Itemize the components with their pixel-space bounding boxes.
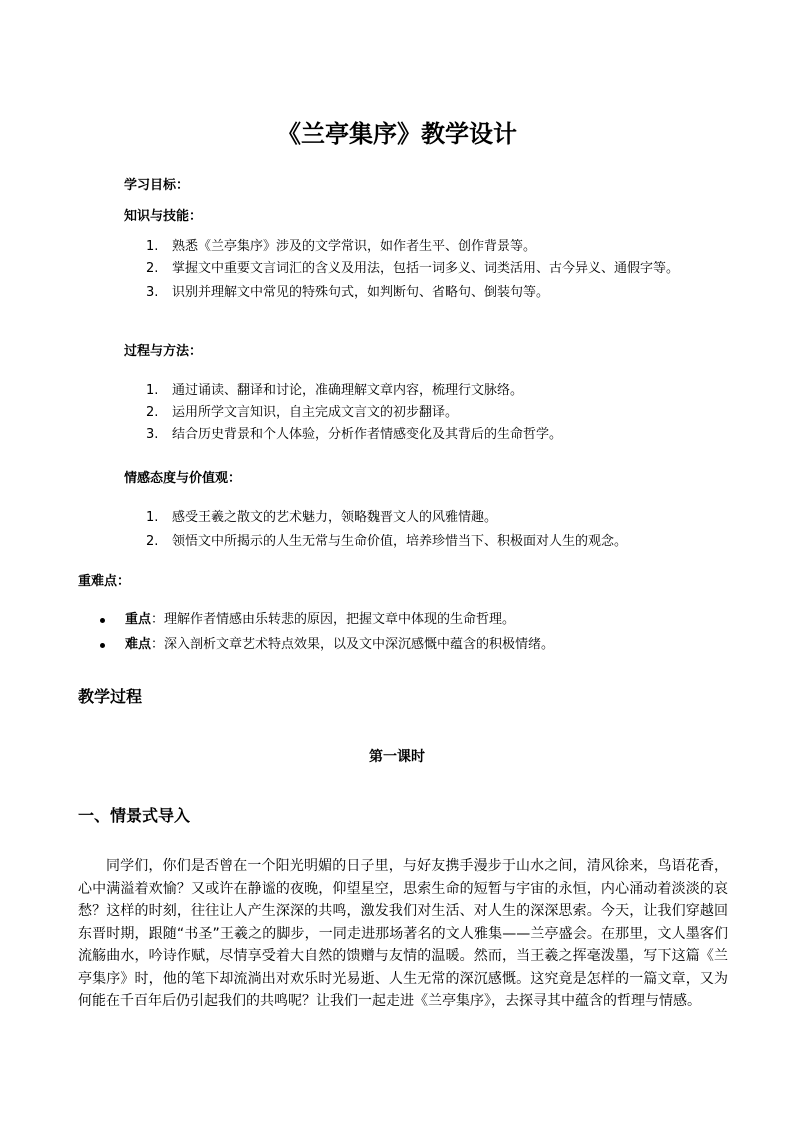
list-item: [146, 403, 746, 423]
key-point-label: 重点: [125, 612, 152, 627]
list-item: [146, 283, 746, 303]
list-number: 2.: [146, 405, 159, 420]
emotion-heading: 情感态度与价值观：: [124, 471, 242, 486]
list-text: 结合历史背景和个人体验，分析作者情感变化及其背后的生命哲学。: [172, 427, 563, 442]
list-item: [146, 532, 746, 552]
list-text: 领悟文中所揭示的人生无常与生命价值，培养珍惜当下、积极面对人生的观念。: [172, 534, 628, 549]
list-text: 通过诵读、翻译和讨论，准确理解文章内容，梳理行文脉络。: [172, 383, 524, 398]
bullet-icon: [100, 618, 105, 623]
list-number: 3.: [146, 427, 159, 442]
list-text: 熟悉《兰亭集序》涉及的文学常识，如作者生平、创作背景等。: [172, 239, 537, 254]
list-item: [146, 508, 746, 528]
list-item: [100, 635, 740, 655]
knowledge-list: [146, 237, 746, 305]
key-point-label: 难点: [125, 637, 152, 652]
list-number: 3.: [146, 285, 159, 300]
list-item: [146, 425, 746, 445]
list-number: 1.: [146, 510, 159, 525]
lesson-heading: 第一课时: [369, 749, 425, 765]
knowledge-heading: 知识与技能：: [124, 209, 203, 224]
list-item: [146, 237, 746, 257]
list-number: 2.: [146, 534, 159, 549]
process-heading: 过程与方法：: [124, 344, 203, 359]
objectives-heading: 学习目标：: [124, 178, 190, 193]
key-points-list: [100, 610, 740, 660]
list-item: [100, 610, 740, 630]
list-item: [146, 381, 746, 401]
list-number: 2.: [146, 261, 159, 276]
section-one-heading: 一、情景式导入: [78, 806, 191, 825]
key-point-text: ：理解作者情感由乐转悲的原因，把握文章中体现的生命哲理。: [151, 612, 516, 627]
list-text: 感受王羲之散文的艺术魅力，领略魏晋文人的风雅情趣。: [172, 510, 498, 525]
key-points-heading: 重难点：: [78, 574, 131, 589]
list-number: 1.: [146, 239, 159, 254]
list-text: 运用所学文言知识，自主完成文言文的初步翻译。: [172, 405, 459, 420]
list-text: 识别并理解文中常见的特殊句式，如判断句、省略句、倒装句等。: [172, 285, 550, 300]
document-title: 《兰亭集序》教学设计: [277, 120, 517, 148]
bullet-icon: [100, 643, 105, 648]
list-text: 掌握文中重要文言词汇的含义及用法，包括一词多义、词类活用、古今异义、通假字等。: [172, 261, 680, 276]
list-item: [146, 259, 746, 279]
key-point-text: ：深入剖析文章艺术特点效果，以及文中深沉感慨中蕴含的积极情绪。: [151, 637, 555, 652]
process-list: [146, 381, 746, 447]
list-number: 1.: [146, 383, 159, 398]
intro-paragraph: 同学们，你们是否曾在一个阳光明媚的日子里，与好友携手漫步于山水之间，清风徐来，鸟语花香，心中满溢着欢愉？又或许在静谧的夜晚，仰望星空，思索生命的短暂与宇宙的永恒，内心涌动着淡淡的哀愁？这样的时刻，往往让人产生深深的共鸣，激发我们对生活、对人生的深深思索。今天，让我们穿越回东晋时期，跟随“书圣”王羲之的脚步，一同走进那场著名的文人雅集——兰亭盛会。在那里，文人墨客们流觞曲水，吟诗作赋，尽情享受着大自然的馈赠与友情的温暖。然而，当王羲之挥毫泼墨，写下这篇《兰亭集序》时，他的笔下却流淌出对欢乐时光易逝、人生无常的深沉感慨。这究竟是怎样的一篇文章，又为何能在千百年后仍引起我们的共鸣呢？让我们一起走进《兰亭集序》，去探寻其中蕴含的哲理与情感。: [78, 858, 728, 1009]
emotion-list: [146, 508, 746, 554]
teaching-process-heading: 教学过程: [78, 687, 143, 706]
